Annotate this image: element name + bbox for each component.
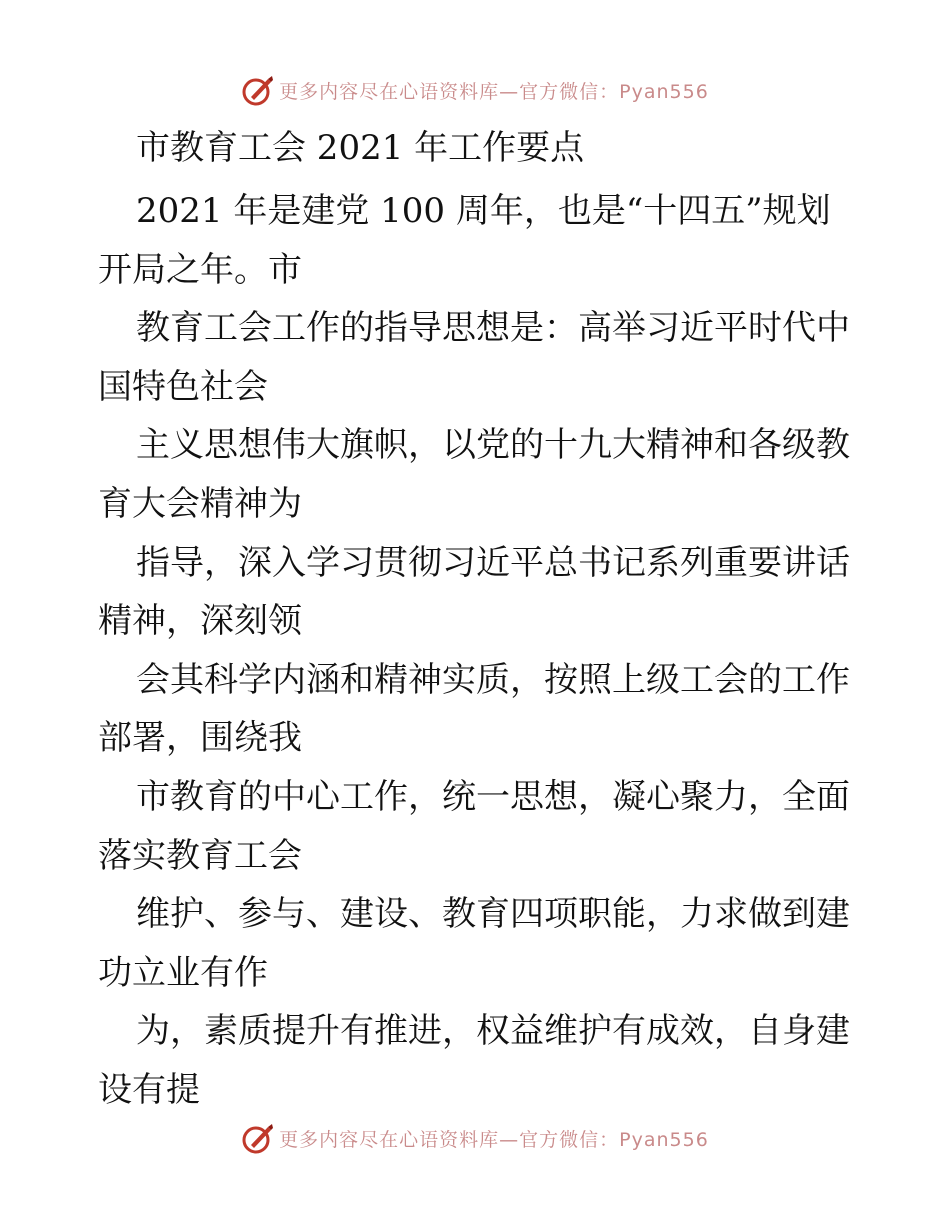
text-line: 部署，围绕我 [98,718,302,759]
text-line: 为，素质提升有推进，权益维护有成效，自身建 [136,1011,850,1052]
text-line: 会其科学内涵和精神实质，按照上级工会的工作 [136,659,850,700]
text-line: 功立业有作 [98,952,268,993]
pen-logo-icon [241,73,275,107]
text-line: 主义思想伟大旗帜，以党的十九大精神和各级教 [136,425,850,466]
text-line: 2021 年是建党 100 周年，也是“十四五”规划 [136,191,831,231]
footer-watermark [0,1118,950,1158]
text-line: 精神，深刻领 [98,601,302,642]
text-line: 育大会精神为 [98,483,302,524]
text-line: 设有提 [98,1069,200,1110]
document-title: 市教育工会 2021 年工作要点 [136,128,585,168]
text-line: 落实教育工会 [98,835,302,876]
text-line: 国特色社会 [98,366,268,407]
text-line: 市教育的中心工作，统一思想，凝心聚力，全面 [136,776,850,817]
text-line: 指导，深入学习贯彻习近平总书记系列重要讲话 [136,542,850,583]
header-watermark [0,70,950,110]
document-body [98,182,854,1120]
watermark-text: 更多内容尽在心语资料库—官方微信：Pyan556 [279,80,709,103]
pen-logo-icon [241,1121,275,1155]
watermark-text: 更多内容尽在心语资料库—官方微信：Pyan556 [279,1128,709,1151]
text-line: 维护、参与、建设、教育四项职能，力求做到建 [136,894,850,935]
text-line: 开局之年。市 [98,249,302,290]
text-line: 教育工会工作的指导思想是：高举习近平时代中 [136,308,850,349]
